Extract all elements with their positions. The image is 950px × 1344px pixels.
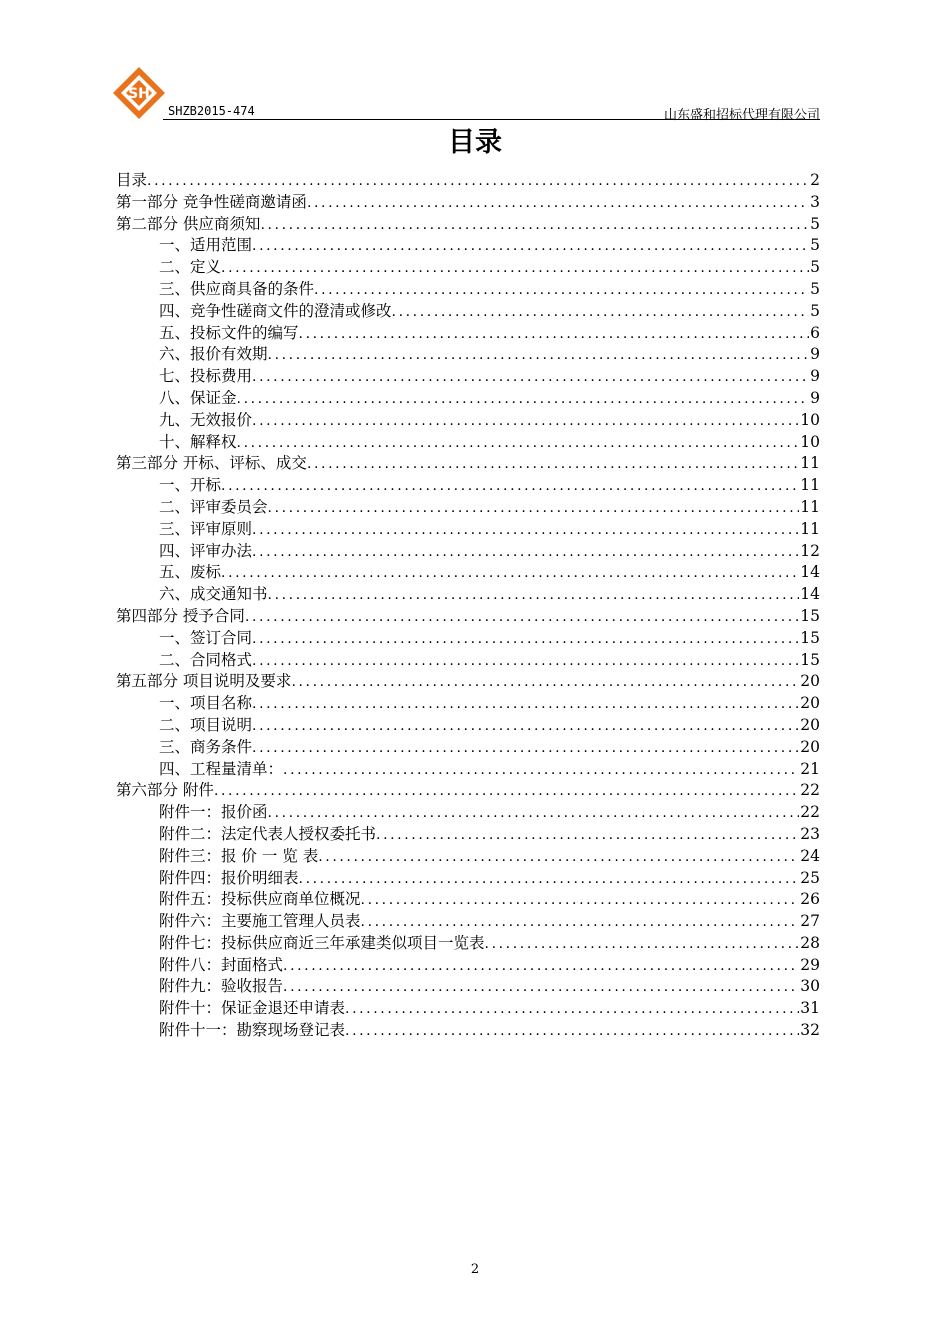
toc-entry-page: 20 [800, 715, 820, 734]
toc-entry[interactable] [116, 868, 820, 890]
toc-entry[interactable] [116, 497, 820, 519]
toc-dot-leader [299, 324, 810, 346]
toc-entry[interactable] [116, 279, 820, 301]
toc-dot-leader [221, 476, 799, 498]
toc-entry-page: 28 [800, 933, 820, 952]
toc-entry-label: 九、无效报价 [159, 410, 253, 429]
toc-entry-label: 附件九：验收报告 [159, 977, 284, 996]
toc-entry-label: 第三部分 开标、评标、成交 [116, 454, 307, 473]
toc-entry-page: 21 [800, 759, 820, 778]
toc-entry-page: 10 [800, 432, 820, 451]
toc-dot-leader [252, 542, 799, 564]
toc-entry-label: 附件一：报价函 [159, 803, 268, 822]
toc-dot-leader [318, 847, 799, 869]
toc-entry[interactable] [116, 606, 820, 628]
toc-entry-label: 附件二：法定代表人授权委托书 [159, 824, 377, 843]
toc-entry[interactable] [116, 628, 820, 650]
toc-dot-leader [345, 1021, 799, 1043]
toc-entry-page: 3 [810, 192, 820, 211]
toc-dot-leader [252, 411, 799, 433]
toc-dot-leader [361, 890, 800, 912]
toc-entry[interactable] [116, 410, 820, 432]
toc-entry[interactable] [116, 780, 820, 802]
toc-entry-page: 5 [810, 236, 820, 255]
toc-entry[interactable] [116, 562, 820, 584]
toc-dot-leader [307, 193, 809, 215]
toc-dot-leader [268, 498, 800, 520]
toc-entry[interactable] [116, 802, 820, 824]
toc-entry[interactable] [116, 170, 820, 192]
toc-entry-page: 30 [800, 977, 820, 996]
toc-entry[interactable] [116, 366, 820, 388]
toc-entry-page: 22 [800, 803, 820, 822]
toc-entry-label: 第二部分 供应商须知 [116, 214, 261, 233]
toc-dot-leader [307, 454, 799, 476]
toc-entry-page: 12 [800, 541, 820, 560]
toc-entry-page: 5 [810, 279, 820, 298]
toc-entry-page: 20 [800, 672, 820, 691]
toc-entry-label: 一、项目名称 [159, 694, 253, 713]
toc-entry-label: 附件十一：勘察现场登记表 [159, 1021, 346, 1040]
toc-entry-page: 32 [800, 1021, 820, 1040]
toc-entry[interactable] [116, 998, 820, 1020]
toc-entry-page: 29 [800, 955, 820, 974]
toc-entry[interactable] [116, 846, 820, 868]
toc-dot-leader [252, 651, 799, 673]
toc-entry-page: 15 [800, 628, 820, 647]
toc-dot-leader [291, 672, 799, 694]
toc-dot-leader [221, 563, 799, 585]
toc-entry-label: 五、投标文件的编写 [159, 323, 299, 342]
toc-dot-leader [376, 825, 799, 847]
page-title: 目录 [448, 127, 502, 158]
toc-entry-label: 五、废标 [159, 563, 222, 582]
toc-entry-label: 七、投标费用 [159, 367, 253, 386]
toc-entry[interactable] [116, 432, 820, 454]
toc-entry-page: 11 [800, 454, 820, 473]
toc-entry-label: 二、定义 [159, 258, 222, 277]
toc-entry-label: 附件四：报价明细表 [159, 868, 299, 887]
toc-entry[interactable] [116, 976, 820, 998]
toc-dot-leader [283, 956, 799, 978]
toc-dot-leader [252, 738, 799, 760]
toc-dot-leader [268, 803, 800, 825]
page-number: 2 [470, 1262, 480, 1277]
toc-entry-label: 一、开标 [159, 476, 222, 495]
toc-entry-page: 31 [800, 999, 820, 1018]
toc-entry[interactable] [116, 955, 820, 977]
toc-entry-label: 四、工程量清单： [159, 759, 284, 778]
toc-entry[interactable] [116, 824, 820, 846]
toc-entry-label: 六、成交通知书 [159, 585, 268, 604]
toc-entry-label: 二、合同格式 [159, 650, 253, 669]
toc-dot-leader [283, 977, 799, 999]
toc-entry-label: 三、供应商具备的条件 [159, 279, 315, 298]
toc-entry-label: 十、解释权 [159, 432, 237, 451]
toc-entry-page: 20 [800, 737, 820, 756]
toc-entry-label: 一、适用范围 [159, 236, 253, 255]
toc-entry[interactable] [116, 323, 820, 345]
toc-dot-leader [283, 760, 799, 782]
toc-entry-label: 三、商务条件 [159, 737, 253, 756]
toc-dot-leader [237, 433, 800, 455]
toc-entry[interactable] [116, 519, 820, 541]
toc-entry-page: 22 [800, 781, 820, 800]
toc-dot-leader [268, 585, 800, 607]
toc-entry[interactable] [116, 650, 820, 672]
toc-dot-leader [345, 999, 799, 1021]
toc-entry-label: 附件七：投标供应商近三年承建类似项目一览表 [159, 933, 485, 952]
toc-entry-page: 20 [800, 694, 820, 713]
toc-entry-label: 二、评审委员会 [159, 497, 268, 516]
toc-entry[interactable] [116, 301, 820, 323]
toc-entry[interactable] [116, 671, 820, 693]
toc-entry-page: 5 [810, 214, 820, 233]
toc-entry[interactable] [116, 759, 820, 781]
toc-entry-label: 二、项目说明 [159, 715, 253, 734]
toc-entry[interactable] [116, 214, 820, 236]
toc-dot-leader [252, 694, 799, 716]
toc-entry[interactable] [116, 693, 820, 715]
toc-entry[interactable] [116, 737, 820, 759]
toc-entry-page: 15 [800, 606, 820, 625]
toc-entry-page: 24 [800, 846, 820, 865]
toc-entry-page: 9 [810, 388, 820, 407]
toc-dot-leader [392, 302, 810, 324]
toc-entry-page: 15 [800, 650, 820, 669]
toc-entry-label: 第四部分 授予合同 [116, 606, 245, 625]
toc-entry-page: 6 [810, 323, 820, 342]
toc-entry[interactable] [116, 541, 820, 563]
toc-dot-leader [147, 171, 809, 193]
table-of-contents [116, 170, 820, 1042]
company-logo [112, 66, 166, 120]
company-name: 山东盛和招标代理有限公司 [663, 108, 820, 123]
toc-entry-page: 23 [800, 824, 820, 843]
toc-entry[interactable] [116, 453, 820, 475]
document-code: SHZB2015-474 [168, 104, 255, 118]
toc-entry-page: 14 [800, 563, 820, 582]
svg-text:SH: SH [128, 86, 150, 102]
toc-dot-leader [252, 629, 799, 651]
toc-entry[interactable] [116, 889, 820, 911]
toc-entry-label: 附件十：保证金退还申请表 [159, 999, 346, 1018]
toc-entry-label: 第六部分 附件 [116, 781, 214, 800]
toc-entry[interactable] [116, 235, 820, 257]
toc-entry-page: 10 [800, 410, 820, 429]
toc-entry-page: 11 [800, 519, 820, 538]
toc-dot-leader [252, 520, 799, 542]
toc-entry[interactable] [116, 715, 820, 737]
toc-entry-page: 14 [800, 585, 820, 604]
toc-entry-label: 第一部分 竞争性磋商邀请函 [116, 192, 307, 211]
toc-dot-leader [252, 236, 809, 258]
toc-dot-leader [361, 912, 800, 934]
toc-entry-label: 三、评审原则 [159, 519, 253, 538]
toc-entry-label: 一、签订合同 [159, 628, 253, 647]
toc-dot-leader [252, 367, 809, 389]
toc-dot-leader [221, 258, 809, 280]
toc-entry-page: 25 [800, 868, 820, 887]
toc-dot-leader [299, 869, 800, 891]
toc-entry-page: 9 [810, 345, 820, 364]
toc-dot-leader [237, 389, 810, 411]
toc-entry-page: 11 [800, 497, 820, 516]
toc-entry-page: 9 [810, 367, 820, 386]
toc-dot-leader [214, 781, 799, 803]
toc-dot-leader [485, 934, 800, 956]
toc-dot-leader [268, 345, 810, 367]
toc-entry-label: 附件六：主要施工管理人员表 [159, 912, 361, 931]
toc-entry-page: 27 [800, 912, 820, 931]
toc-entry-label: 附件三：报 价 一 览 表 [159, 846, 319, 865]
toc-entry[interactable] [116, 911, 820, 933]
toc-entry[interactable] [116, 388, 820, 410]
toc-entry[interactable] [116, 475, 820, 497]
toc-entry-label: 八、保证金 [159, 388, 237, 407]
toc-entry[interactable] [116, 584, 820, 606]
toc-dot-leader [245, 607, 799, 629]
toc-entry[interactable] [116, 257, 820, 279]
toc-entry-page: 11 [800, 476, 820, 495]
toc-entry-page: 26 [800, 890, 820, 909]
toc-entry-label: 附件八：封面格式 [159, 955, 284, 974]
toc-entry-page: 2 [810, 171, 820, 189]
toc-entry-label: 四、竞争性磋商文件的澄清或修改 [159, 301, 392, 320]
toc-dot-leader [252, 716, 799, 738]
toc-entry[interactable] [116, 1020, 820, 1042]
toc-entry-page: 5 [810, 258, 820, 277]
toc-entry-label: 附件五：投标供应商单位概况 [159, 890, 361, 909]
toc-entry[interactable] [116, 933, 820, 955]
toc-entry[interactable] [116, 344, 820, 366]
toc-entry-page: 5 [810, 301, 820, 320]
toc-entry-label: 六、报价有效期 [159, 345, 268, 364]
toc-dot-leader [314, 280, 809, 302]
toc-dot-leader [260, 215, 809, 237]
toc-entry-label: 目录 [116, 171, 148, 189]
toc-entry-label: 四、评审办法 [159, 541, 253, 560]
toc-entry-label: 第五部分 项目说明及要求 [116, 672, 292, 691]
toc-entry[interactable] [116, 192, 820, 214]
